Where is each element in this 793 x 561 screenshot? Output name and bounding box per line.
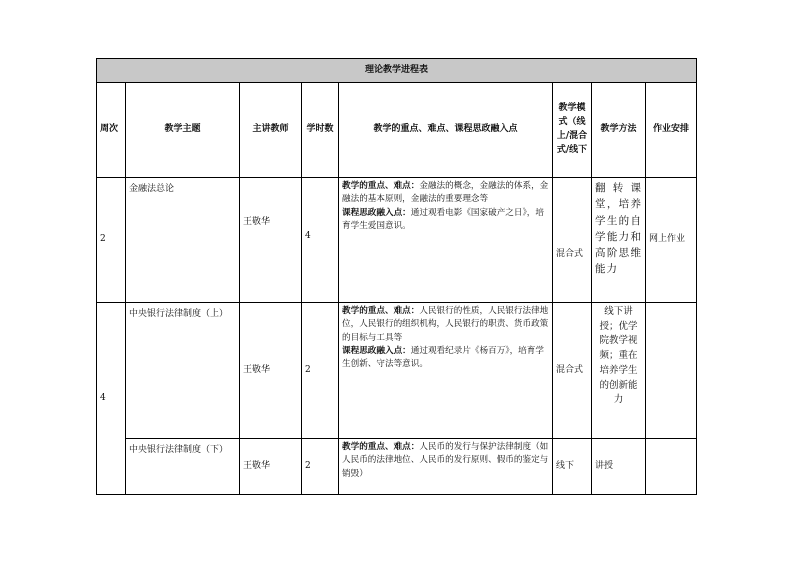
teaching-schedule-table [96,58,697,495]
cell-teacher: 王敬华 [240,439,302,495]
header-week: 周次 [97,83,126,178]
sz-label: 课程思政融入点： [342,207,411,218]
cell-method: 翻转课堂，培养学生的自学能力和高阶思维能力 [592,178,646,303]
cell-teacher: 王敬华 [240,303,302,439]
table-title: 理论教学进程表 [97,59,697,83]
cell-key-points [339,178,553,303]
cell-key-points [339,303,553,439]
cell-topic: 金融法总论 [126,178,240,303]
cell-method: 线下讲授；优学院教学视频；重在培养学生的创新能力 [592,303,646,439]
table-row [97,439,697,495]
cell-homework: 网上作业 [646,178,697,303]
header-key-points: 教学的重点、难点、课程思政融入点 [339,83,553,178]
sz-label: 课程思政融入点： [342,345,411,356]
cell-homework [646,439,697,495]
cell-method: 讲授 [592,439,646,495]
cell-hours: 4 [302,178,339,303]
cell-week: 4 [97,303,126,495]
sz-text: 通过观看电影《国家破产之日》，培育学生爱国意识。 [342,207,544,231]
cell-week: 2 [97,178,126,303]
table-row [97,178,697,303]
key-label: 教学的重点、难点： [342,306,420,316]
key-label: 教学的重点、难点： [342,181,420,191]
header-hours: 学时数 [302,83,339,178]
header-method: 教学方法 [592,83,646,178]
cell-mode: 混合式 [553,303,592,439]
cell-topic: 中央银行法律制度（上） [126,303,240,439]
header-topic: 教学主题 [126,83,240,178]
header-mode: 教学模式（线上/混合式/线下 [553,83,592,178]
cell-homework [646,303,697,439]
sz-text: 通过观看纪录片《杨百万》，培育学生创新、守法等意识。 [342,345,544,370]
cell-teacher: 王敬华 [240,178,302,303]
header-homework: 作业安排 [646,83,697,178]
key-text: 金融法的概念，金融法的体系，金融法的基本原则，金融法的重要理念等 [342,181,549,205]
cell-hours: 2 [302,439,339,495]
cell-hours: 2 [302,303,339,439]
key-label: 教学的重点、难点： [342,442,420,452]
cell-key-points [339,439,553,495]
cell-mode: 线下 [553,439,592,495]
key-text: 人民银行的性质，人民银行法律地位，人民银行的组织机构，人民银行的职责、货币政策的目标与工具等 [342,306,549,343]
cell-topic: 中央银行法律制度（下） [126,439,240,495]
cell-mode: 混合式 [553,178,592,303]
key-text: 人民币的发行与保护法律制度（如人民币的法律地位、人民币的发行原则、假币的鉴定与销毁） [342,442,549,479]
header-teacher: 主讲教师 [240,83,302,178]
table-row [97,303,697,439]
